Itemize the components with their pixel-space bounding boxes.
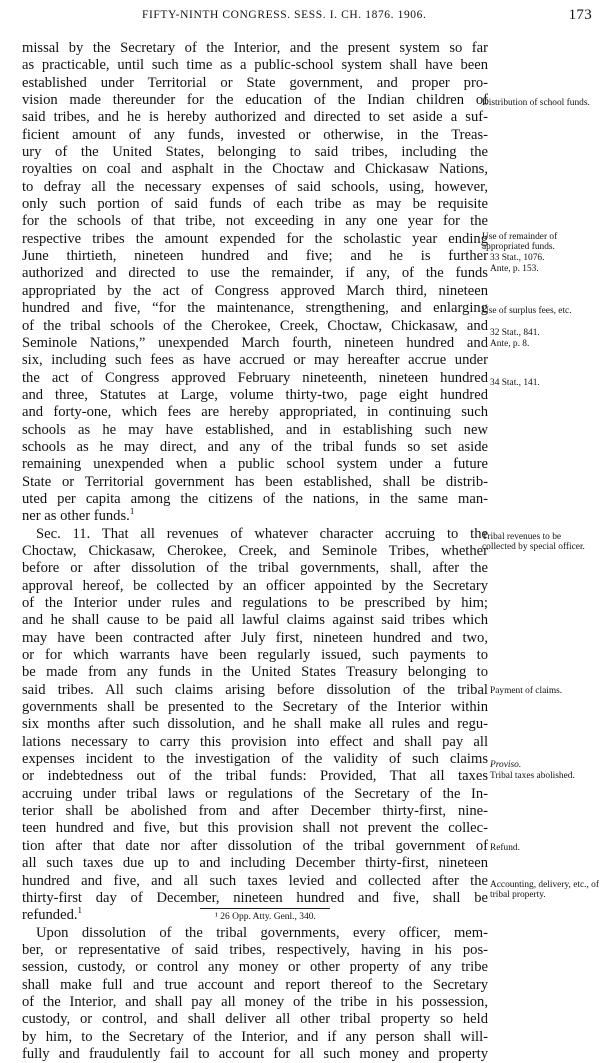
text-line: before or after dissolution of the tribal governments, shall, after the	[22, 560, 488, 577]
page-header	[22, 7, 592, 25]
text-line: fully and fraudulently fail to account for all such money and property	[22, 1045, 488, 1062]
margin-note-payment: Payment of claims.	[490, 686, 563, 696]
text-line: June thirtieth, nineteen hundred and five; and he is further	[22, 248, 488, 265]
text-line: schools as he may have established, and in establishing such new	[22, 421, 488, 438]
text-line: established under Territorial or State government, and proper pro-	[22, 74, 488, 91]
margin-note-citation: Ante, p. 8.	[490, 339, 530, 349]
text-line: tion after that date nor after dissolution of the tribal government of	[22, 837, 488, 854]
text-line: remaining unexpended when a public school system under a future	[22, 456, 488, 473]
text-line: expenses incident to the investigation of the validity of such claims	[22, 751, 488, 768]
statute-text	[22, 40, 488, 1063]
footnote-marker: 1	[77, 907, 83, 916]
footnote-divider	[200, 908, 330, 909]
text-line: by him, to the Secretary of the Interior, and if any person shall will-	[22, 1028, 488, 1045]
text-line: the act of Congress approved February nineteenth, nineteen hundred	[22, 369, 488, 386]
text-line: six months after such dissolution, and he shall make all rules and regu-	[22, 716, 488, 733]
text-line: custody, or control, and shall deliver all other tribal property so held	[22, 1011, 488, 1028]
text-line: ficient amount of any funds, invested or otherwise, in the Treas-	[22, 126, 488, 143]
text-line: refunded.	[22, 907, 78, 924]
text-line: appropriated by the act of Congress approved March third, nineteen	[22, 282, 488, 299]
text-line: for the schools of that tribe, not exceeding in any one year for the	[22, 213, 488, 230]
text-line: authorized and directed to use the remainder, if any, of the funds	[22, 265, 488, 282]
page-number: 173	[568, 7, 592, 23]
text-line: and three, Statutes at Large, volume thirty-two, page eight hundred	[22, 386, 488, 403]
text-line: State or Territorial government has been established, shall be distrib-	[22, 473, 488, 490]
margin-note-distribution: Distribution of school funds.	[482, 98, 590, 108]
text-line: schools as he may direct, and any of the tribal funds so set aside	[22, 438, 488, 455]
text-line: hundred and five, “for the maintenance, strengthening, and enlarging	[22, 300, 488, 317]
text-line: ury of the United States, belonging to said tribes, including the	[22, 144, 488, 161]
text-line: Choctaw, Chickasaw, Cherokee, Creek, and Seminole Tribes, whether	[22, 542, 488, 559]
text-line: six, including such fees as have accrued or may hereafter accrue under	[22, 352, 488, 369]
margin-note-citation: 34 Stat., 141.	[490, 378, 540, 388]
text-line: shall make full and true account and report thereof to the Secretary	[22, 976, 488, 993]
margin-note-citation: 33 Stat., 1076.	[490, 253, 545, 263]
margin-note-remainder: Use of remainder of appropriated funds.	[482, 232, 558, 252]
text-line: respective tribes the amount expended for the scholastic year ending	[22, 230, 488, 247]
text-line: terior shall be abolished from and after December thirty-first, nine-	[22, 803, 488, 820]
text-line: hundred and five, and all such taxes levied and collected after the	[22, 872, 488, 889]
text-line: to defray all the necessary expenses of said schools, using, however,	[22, 178, 488, 195]
text-line: approval hereof, be collected by an officer appointed by the Secretary	[22, 577, 488, 594]
margin-note-citation: Ante, p. 153.	[490, 264, 539, 274]
text-line: thirty-first day of December, nineteen hundred and five, shall be	[22, 889, 488, 906]
text-line: session, custody, or control any money or other property of any tribe	[22, 959, 488, 976]
text-line: governments shall be presented to the Secretary of the Interior within	[22, 699, 488, 716]
footnote-marker: 1	[129, 508, 135, 517]
text-line: and forty-one, which fees are hereby appropriated, in continuing such	[22, 404, 488, 421]
text-line: accruing under tribal laws or regulations of the Secretary of the In-	[22, 785, 488, 802]
margin-note-revenues: Tribal revenues to be collected by special officer.	[482, 532, 585, 552]
text-line: of the Interior under rules and regulations to be prescribed by him;	[22, 595, 488, 611]
text-line: teen hundred and five, but this provision shall not prevent the collec-	[22, 820, 488, 837]
text-line: of the tribal schools of the Cherokee, Creek, Choctaw, Chickasaw, and	[22, 317, 488, 334]
text-line: vision made thereunder for the education of the Indian children of	[22, 92, 488, 109]
text-line: lations necessary to carry this provision into effect and shall pay all	[22, 733, 488, 750]
text-line: all such taxes due up to and including December thirty-first, nineteen	[22, 855, 488, 872]
text-line: royalties on coal and asphalt in the Choctaw and Chickasaw Nations,	[22, 161, 488, 178]
margin-note-proviso: Proviso.	[490, 760, 522, 770]
paragraph-start: Upon dissolution of the tribal governments, every officer, mem-	[36, 924, 488, 941]
section-11-start: Sec. 11. That all revenues of whatever character accruing to the	[36, 525, 488, 542]
margin-note-accounting: Accounting, delivery, etc., of tribal property.	[490, 880, 599, 900]
footnote: ¹ 26 Opp. Atty. Genl., 340.	[215, 912, 316, 922]
text-line: said tribes. All such claims arising before dissolution of the tribal	[22, 681, 488, 698]
text-line: only such portion of said funds of each tribe as may be requisite	[22, 196, 488, 213]
margin-note-citation: 32 Stat., 841.	[490, 328, 540, 338]
text-line: said tribes, and he is hereby authorized and directed to set aside a suf-	[22, 109, 488, 126]
text-line: ner as other funds.	[22, 508, 130, 525]
text-line: and he shall cause to be paid all lawful claims against said tribes which	[22, 612, 488, 629]
text-line: or for which warrants have been regularly issued, such payments to	[22, 647, 488, 664]
text-line: uted per capita among the citizens of the nations, in the same man-	[22, 490, 488, 507]
text-line-with-footnote	[22, 508, 488, 525]
text-line: may have been contracted after July first, nineteen hundred and two,	[22, 629, 488, 646]
text-line: or indebtedness out of the tribal funds: Provided, That all taxes	[22, 768, 488, 785]
text-line: Seminole Nations,” unexpended March fourth, nineteen hundred and	[22, 334, 488, 351]
text-line: be made from any funds in the United States Treasury belonging to	[22, 664, 488, 681]
margin-note-taxes: Tribal taxes abolished.	[490, 771, 575, 781]
running-head: FIFTY-NINTH CONGRESS. SESS. I. CH. 1876. 1906.	[142, 9, 427, 21]
margin-note-refund: Refund.	[490, 843, 520, 853]
text-line: ber, or representative of said tribes, respectively, having in his pos-	[22, 941, 488, 958]
margin-note-surplus: Use of surplus fees, etc.	[482, 306, 572, 316]
text-line: of the Interior, and shall pay all money of the tribe in his possession,	[22, 993, 488, 1010]
text-line: as practicable, until such time as a public-school system shall have been	[22, 57, 488, 74]
text-line: missal by the Secretary of the Interior, and the present system so far	[22, 40, 488, 56]
